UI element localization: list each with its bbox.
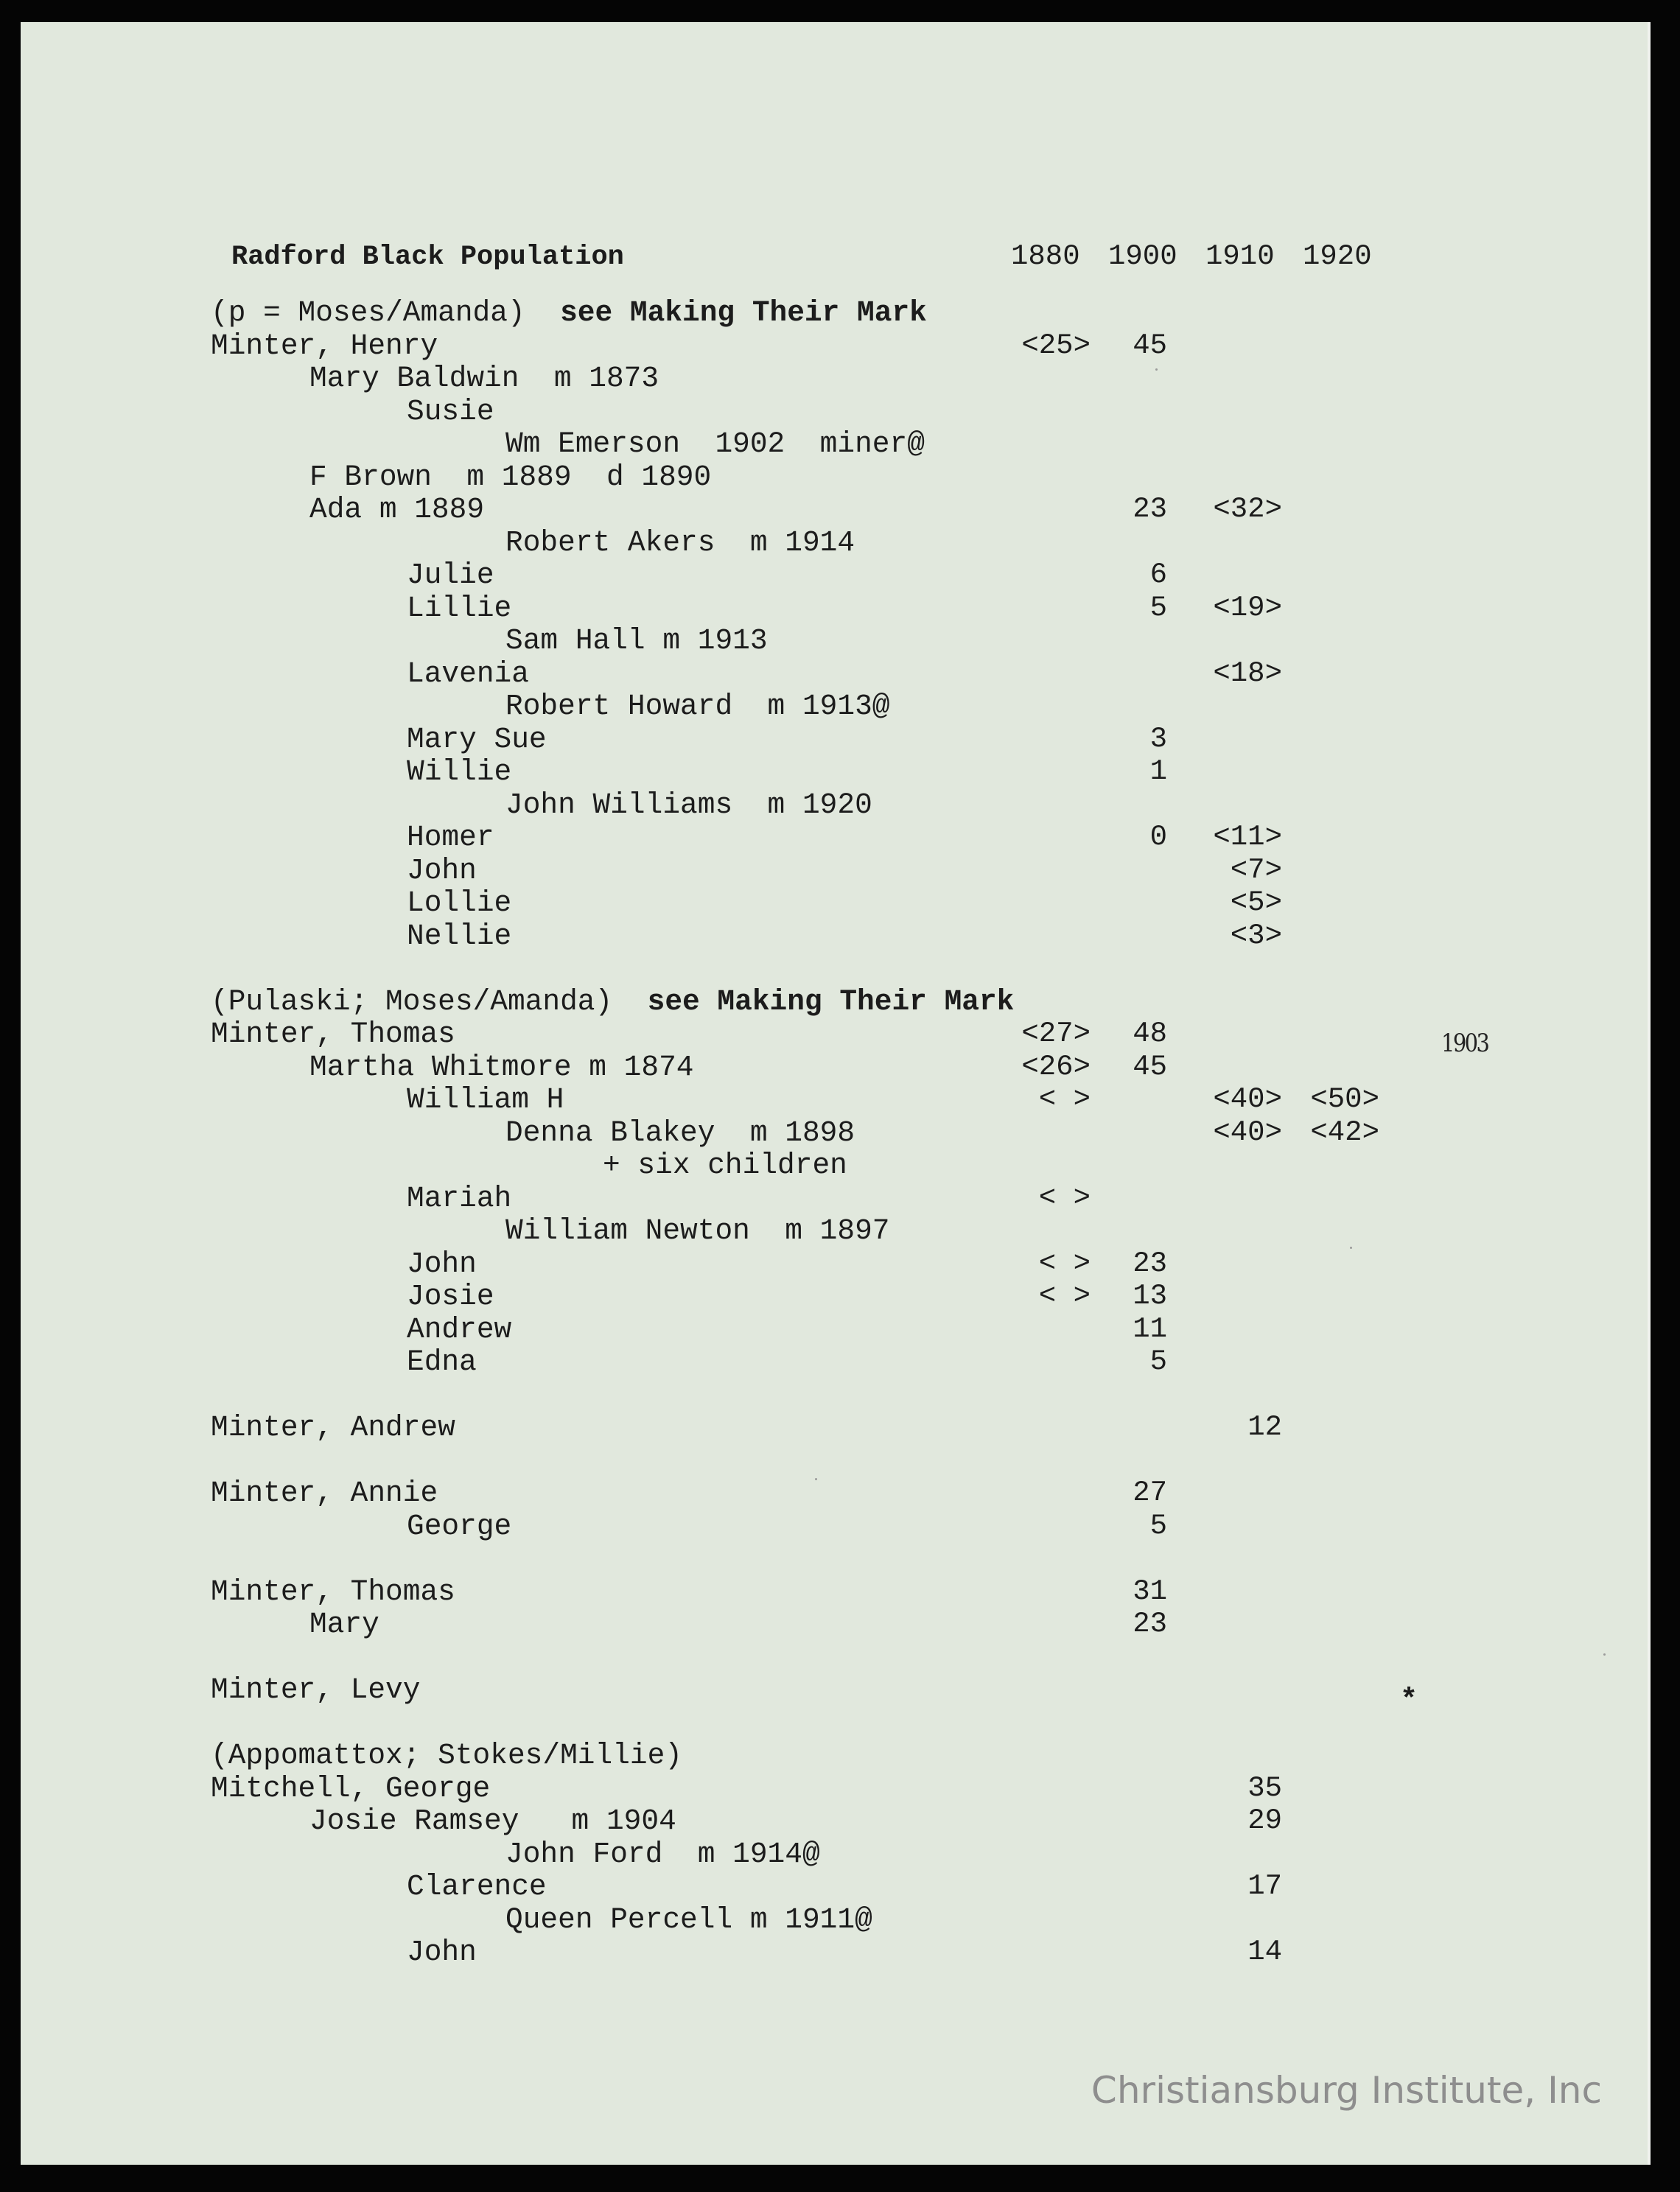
watermark: Christiansburg Institute, Inc — [1091, 2069, 1602, 2112]
table-row — [21, 723, 1680, 755]
page-title: Radford Black Population — [231, 242, 624, 273]
table-row — [21, 624, 1680, 656]
census-age-1900: 27 — [1133, 1477, 1167, 1509]
census-age-1880: < > — [1038, 1182, 1091, 1214]
person-name: Lillie — [407, 592, 512, 625]
census-age-1880: < > — [1038, 1280, 1091, 1312]
person-name: Susie — [407, 395, 494, 428]
census-age-1900: 5 — [1149, 1510, 1167, 1542]
document-page — [21, 22, 1651, 2165]
table-row — [21, 1182, 1680, 1214]
table-row — [21, 690, 1680, 722]
person-name: Mariah — [407, 1182, 512, 1215]
person-name: F Brown m 1889 d 1890 — [309, 461, 712, 494]
census-age-1910: 35 — [1247, 1772, 1282, 1804]
section-reference: see Making Their Mark — [560, 296, 927, 329]
table-row — [21, 1673, 1680, 1706]
census-age-1920: <42> — [1310, 1116, 1379, 1149]
person-name: Sam Hall m 1913 — [505, 624, 768, 657]
census-age-1880: <26> — [1021, 1051, 1091, 1083]
person-name: Mary Baldwin m 1873 — [309, 362, 659, 395]
table-row — [21, 854, 1680, 886]
table-row — [21, 558, 1680, 591]
person-name: John — [407, 1936, 477, 1969]
person-name: Josie — [407, 1280, 494, 1313]
census-age-1910: <3> — [1230, 920, 1282, 952]
table-row — [21, 1051, 1680, 1083]
person-name: Minter, Thomas — [211, 1018, 455, 1051]
census-age-1910: <18> — [1213, 657, 1282, 690]
table-row — [21, 1116, 1680, 1149]
table-row — [21, 1477, 1680, 1509]
census-age-1910: <40> — [1213, 1083, 1282, 1116]
table-row — [21, 493, 1680, 525]
table-row — [21, 1313, 1680, 1345]
handwritten-note: 1903 — [1441, 1029, 1488, 1058]
person-name: Willie — [407, 755, 512, 788]
table-row — [21, 657, 1680, 690]
person-name: Queen Percell m 1911@ — [505, 1903, 872, 1936]
table-row — [21, 886, 1680, 919]
table-row — [21, 395, 1680, 427]
census-age-1900: 0 — [1149, 821, 1167, 853]
census-age-1900: 45 — [1133, 329, 1167, 362]
person-name: Lavenia — [407, 657, 529, 690]
table-row — [21, 1018, 1680, 1050]
table-row — [21, 1936, 1680, 1968]
census-age-1920: <50> — [1310, 1083, 1379, 1116]
section-origin: (p = Moses/Amanda) — [211, 296, 561, 329]
census-age-1910: 29 — [1247, 1804, 1282, 1837]
census-age-1900: 3 — [1149, 723, 1167, 755]
table-row — [21, 1411, 1680, 1443]
census-age-1910: <40> — [1213, 1116, 1282, 1149]
paper-speck — [1155, 368, 1158, 371]
census-age-1910: 14 — [1247, 1936, 1282, 1968]
person-name: Mary Sue — [407, 723, 547, 756]
person-name: Julie — [407, 558, 494, 592]
census-age-1900: 5 — [1149, 592, 1167, 624]
census-age-1900: 23 — [1133, 1608, 1167, 1640]
person-name: Wm Emerson 1902 miner@ — [505, 427, 925, 461]
table-row — [21, 1608, 1680, 1640]
person-name: Clarence — [407, 1870, 547, 1903]
census-age-1900: 23 — [1133, 493, 1167, 525]
section-header — [211, 296, 927, 329]
person-name: John — [407, 1247, 477, 1281]
paper-speck — [1350, 1247, 1352, 1249]
census-age-1910: 12 — [1247, 1411, 1282, 1443]
table-row — [21, 1510, 1680, 1542]
person-name: Josie Ramsey m 1904 — [309, 1804, 676, 1838]
person-name: Minter, Thomas — [211, 1575, 455, 1608]
census-age-1900: 5 — [1149, 1345, 1167, 1378]
census-age-1910: <11> — [1213, 821, 1282, 853]
person-name: William Newton m 1897 — [505, 1214, 890, 1247]
person-name: Minter, Andrew — [211, 1411, 455, 1444]
paper-speck — [815, 1478, 817, 1480]
table-row — [21, 1903, 1680, 1936]
person-name: Andrew — [407, 1313, 512, 1346]
person-name: Minter, Levy — [211, 1673, 421, 1706]
table-row — [21, 1247, 1680, 1280]
census-age-1880: <27> — [1021, 1018, 1091, 1050]
table-row — [21, 1870, 1680, 1902]
census-age-1880: <25> — [1021, 329, 1091, 362]
year-1880-header: 1880 — [1011, 240, 1080, 273]
person-name: William H — [407, 1083, 564, 1116]
census-age-1880: < > — [1038, 1247, 1091, 1280]
person-name: Minter, Annie — [211, 1477, 438, 1510]
person-name: Nellie — [407, 920, 512, 953]
year-1910-header: 1910 — [1205, 240, 1275, 273]
section-header-row — [21, 1739, 1680, 1771]
table-row — [21, 1280, 1680, 1312]
section-origin: (Pulaski; Moses/Amanda) — [211, 985, 648, 1018]
table-row — [21, 1804, 1680, 1837]
table-row — [21, 329, 1680, 362]
census-age-1900: 1 — [1149, 755, 1167, 788]
census-age-1900: 45 — [1133, 1051, 1167, 1083]
person-name: Mitchell, George — [211, 1772, 491, 1805]
census-age-1900: 48 — [1133, 1018, 1167, 1050]
person-name: Homer — [407, 821, 494, 854]
person-name: George — [407, 1510, 512, 1543]
person-name: Robert Akers m 1914 — [505, 526, 855, 559]
table-row — [21, 788, 1680, 821]
section-reference: see Making Their Mark — [647, 985, 1015, 1018]
paper-speck — [1603, 1653, 1606, 1656]
table-row — [21, 1345, 1680, 1378]
table-row — [21, 821, 1680, 853]
person-name: John — [407, 854, 477, 887]
section-header-row — [21, 296, 1680, 329]
census-age-1910: <5> — [1230, 886, 1282, 919]
table-row — [21, 1772, 1680, 1804]
person-name: + six children — [603, 1149, 847, 1182]
table-row — [21, 1149, 1680, 1181]
census-age-1910: <19> — [1213, 592, 1282, 624]
table-row — [21, 526, 1680, 558]
section-header-row — [21, 985, 1680, 1018]
table-row — [21, 1838, 1680, 1870]
table-row — [21, 362, 1680, 394]
person-name: John Ford m 1914@ — [505, 1838, 820, 1871]
person-name: Martha Whitmore m 1874 — [309, 1051, 694, 1084]
census-age-1910: 17 — [1247, 1870, 1282, 1902]
census-age-1900: 11 — [1133, 1313, 1167, 1345]
person-name: Robert Howard m 1913@ — [505, 690, 890, 723]
table-row — [21, 920, 1680, 952]
person-name: Edna — [407, 1345, 477, 1379]
table-row — [21, 1214, 1680, 1247]
section-header — [211, 1739, 682, 1772]
asterisk-mark: * — [1400, 1684, 1418, 1717]
person-name: Denna Blakey m 1898 — [505, 1116, 855, 1149]
person-name: Ada m 1889 — [309, 493, 485, 526]
table-row — [21, 461, 1680, 493]
table-row — [21, 1575, 1680, 1608]
section-header — [211, 985, 1014, 1018]
table-row — [21, 1083, 1680, 1116]
census-age-1910: <7> — [1230, 854, 1282, 886]
census-age-1900: 23 — [1133, 1247, 1167, 1280]
census-age-1880: < > — [1038, 1083, 1091, 1116]
section-origin: (Appomattox; Stokes/Millie) — [211, 1739, 683, 1772]
table-row — [21, 755, 1680, 788]
person-name: Lollie — [407, 886, 512, 920]
census-age-1900: 6 — [1149, 558, 1167, 591]
census-age-1900: 31 — [1133, 1575, 1167, 1608]
year-1900-header: 1900 — [1108, 240, 1177, 273]
census-age-1900: 13 — [1133, 1280, 1167, 1312]
census-age-1910: <32> — [1213, 493, 1282, 525]
table-row — [21, 427, 1680, 460]
table-row — [21, 592, 1680, 624]
person-name: Mary — [309, 1608, 379, 1641]
year-1920-header: 1920 — [1303, 240, 1372, 273]
person-name: John Williams m 1920 — [505, 788, 872, 822]
person-name: Minter, Henry — [211, 329, 438, 363]
